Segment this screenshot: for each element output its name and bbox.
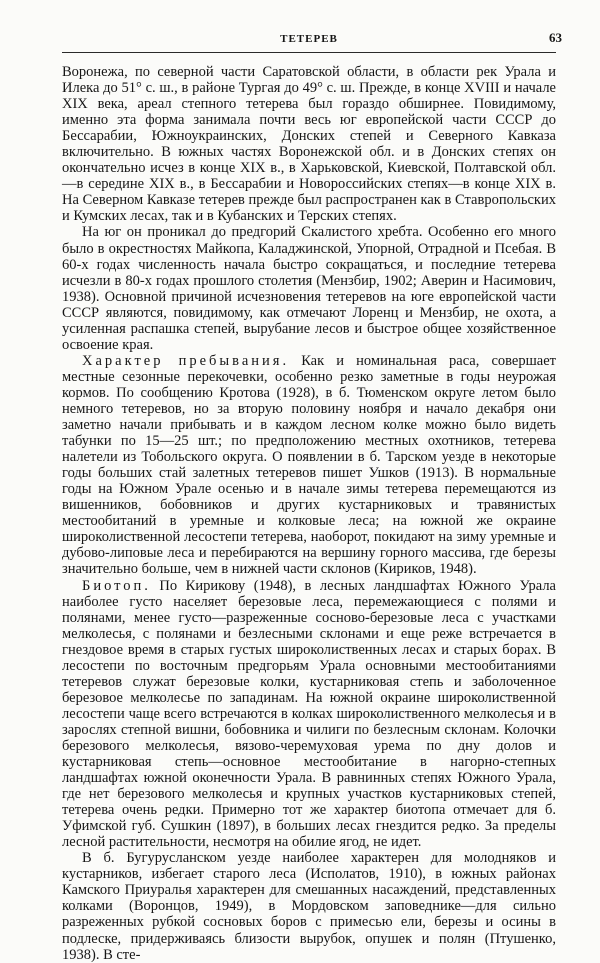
page-header bbox=[62, 30, 562, 53]
paragraph-text: В б. Бугурусланском уезде наиболее характерен для молодняков и кустарников, избегает старого леса (Исполатов, 1910), в южных районах Камского Приуралья характерен для смешанных насаждений, представленных колками (Воронцов, 1949), в Мордовском заповеднике—для сильно разреженных рубкой сосновых боров с примесью ели, березы и осины в подлеске, придерживаясь близости вырубок, опушек и полян (Птушенко, 1938). В сте- bbox=[62, 850, 556, 963]
paragraph bbox=[62, 64, 556, 224]
body-text bbox=[62, 64, 556, 963]
paragraph-text: На юг он проникал до предгорий Скалистого хребта. Особенно его много было в окрестностях Майкопа, Каладжинской, Упорной, Отрадной и Псебая. В 60-х годах численность начала быстро сокращаться, и последние тетерева исчезли в 80-х годах прошлого столетия (Мензбир, 1902; Аверин и Насимович, 1938). Основной причиной исчезновения тетеревов на юге европейской части СССР являются, повидимому, как отмечают Лоренц и Мензбир, не охота, а усиленная распашка степей, вырубание лесов и быстрое общее хозяйственное освоение края. bbox=[62, 224, 556, 353]
paragraph bbox=[62, 353, 556, 578]
paragraph-text: Как и номинальная раса, совершает местные сезонные перекочевки, особенно резко заметные в годы неурожая кормов. По сообщению Кротова (1928), в б. Тюменском округе летом было немного тетеревов, но за вторую половину ноября и начало декабря они заметно начали прибывать и в каждом лесном колке можно было видеть табунки по 15—25 шт.; по предположению местных охотников, тетерева налетели из Тобольского округа. О появлении в б. Тарском уезде в некоторые годы больших стай залетных тетеревов пишет Ушков (1913). В нормальные годы на Южном Урале осенью и в начале зимы тетерева перемещаются из вишенников, бобовников и других кустарниковых и травянистых местообитаний в уремные и колковые леса; на южной же окраине широколиственной лесостепи тетерева, наоборот, покидают на зиму уремные и дубово-липовые леса и перебираются на вершину горного массива, где березы значительно больше, чем в нижней части склонов (Кириков, 1948). bbox=[62, 352, 556, 578]
paragraph-text: Воронежа, по северной части Саратовской области, в области рек Урала и Илека до 51° с. ш., в районе Тургая до 49° с. ш. Прежде, в конце XVIII и начале XIX века, ареал степного тетерева был гораздо обширнее. Повидимому, именно эта форма занимала почти весь юг европейской части СССР до Бессарабии, Южноукраинских, Донских степей и Северного Кавказа включительно. В южных частях Воронежской обл. и в Донских степях он окончательно исчез в конце XIX в., в Харьковской, Киевской, Полтавской обл.—в середине XIX в., в Бессарабии и Новороссийских степях—в конце XIX в. На Северном Кавказе тетерев прежде был распространен как в Ставропольских и Кумских лесах, так и в Кубанских и Терских степях. bbox=[62, 64, 556, 225]
paragraph-text: По Кирикову (1948), в лесных ландшафтах Южного Урала наиболее густо населяет березовые леса, перемежающиеся с полями и полянами, менее густо—разреженные сосново-березовые леса с участками мелколесья, с полянами и безлесными склонами и еще реже встречается в гнездовое время в старых густых широколиственных лесах и старых борах. В лесостепи по восточным предгорьям Урала основными местообитаниями тетеревов служат березовые колки, кустарниковая степь и заболоченное березовое мелколесье по западинам. На южной окраине широколиственной лесостепи чаще всего встречаются в колках широколиственного мелколесья и в зарослях степной вишни, бобовника и чилиги по безлесным склонам. Колочки березового мелколесья, вязово-черемуховая урема по дну долов и кустарниковая степь—основное местообитание в нагорно-степных ландшафтах южной оконечности Урала. В равнинных степях Южного Урала, где нет березового мелколесья и крупных участков кустарниковых степей, тетерева очень редки. Примерно тот же характер биотопа отмечает для б. Уфимской губ. Сушкин (1897), в больших лесах гнездится редко. За пределы лесной растительности, несмотря на обилие ягод, не идет. bbox=[62, 577, 556, 851]
paragraph bbox=[62, 578, 556, 851]
paragraph bbox=[62, 224, 556, 352]
running-title: ТЕТЕРЕВ bbox=[280, 33, 338, 45]
paragraph bbox=[62, 850, 556, 962]
paragraph-lead: Характер пребывания. bbox=[82, 352, 290, 369]
page-number: 63 bbox=[549, 30, 562, 45]
paragraph-lead: Биотоп. bbox=[82, 577, 151, 594]
